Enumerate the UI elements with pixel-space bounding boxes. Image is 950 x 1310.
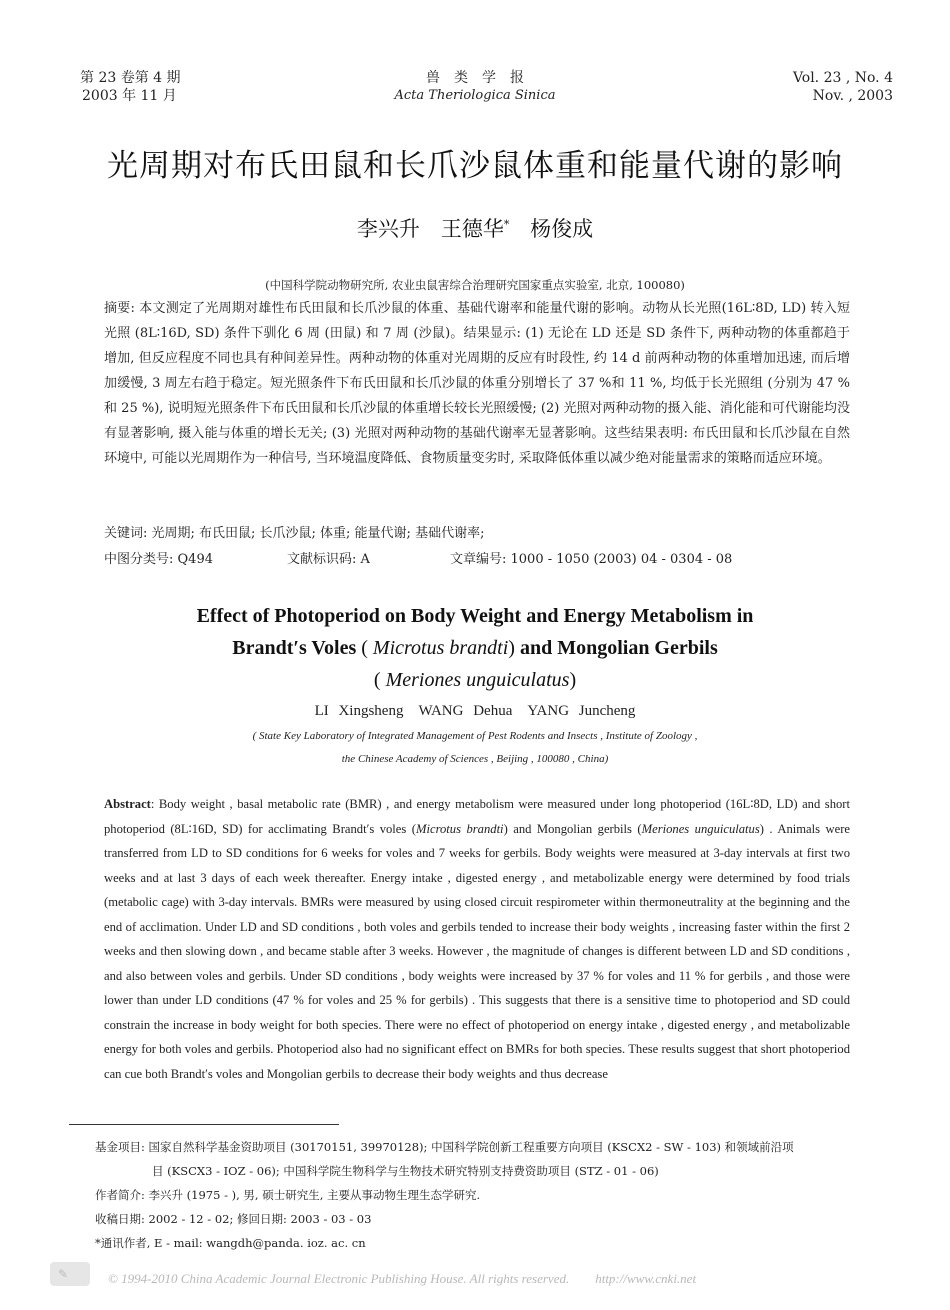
title-en-line3 — [0, 664, 950, 696]
journal-name-en: Acta Theriologica Sinica — [394, 88, 556, 103]
abstract-en-sci-gerbils: Meriones unguiculatus — [641, 821, 760, 836]
affiliation-cn: (中国科学院动物研究所, 农业虫鼠害综合治理研究国家重点实验室, 北京, 100080) — [265, 278, 685, 292]
abstract-en-part3: ) . Animals were transferred from LD to SD conditions for 6 weeks for voles and 7 weeks for gerbils. Body weights were measured at 3-day intervals at first two weeks and at last 3 days of each week thereafter. Energy intake , digested energy , and metabolizable energy were determined by food trials (metabolic cage) with 3-day intervals. BMRs were measured by using closed circuit respirometer within thermoneutrality at the beginning and the end of acclimation. Under LD and SD conditions , both voles and gerbils tended to increase their body weights , increasing faster within the first 2 weeks and then slowing down , and became stable after 3 weeks. However , the magnitude of changes is different between LD and SD conditions , and also between voles and gerbils. Under SD conditions , body weights were increased by 37 % for voles and 11 % for gerbils , and those were lower than under LD conditions (47 % for voles and 25 % for gerbils) . This suggests that there is a sensitive time to photoperiod and SD could constrain the increase in body weight for both species. There were no effect of photoperiod on energy intake , digested energy , and metabolizable energy for both voles and gerbils. Photoperiod also had no significant effect on BMRs for both species. These results suggest that short photoperiod can cue both Brandt′s voles and Mongolian gerbils to decrease their body weights and thus decrease — [104, 821, 850, 1081]
abstract-en — [104, 792, 850, 1086]
journal-name — [375, 69, 575, 105]
title-en-voles: Brandt′s Voles — [232, 637, 357, 659]
date-en: Nov. , 2003 — [812, 88, 893, 104]
affiliation-en-line1: ( State Key Laboratory of Integrated Management of Pest Rodents and Insects , Institute of Zoology , — [252, 730, 698, 742]
title-en-line1: Effect of Photoperiod on Body Weight and Energy Metabolism in — [196, 605, 754, 627]
affiliation-en — [0, 725, 950, 771]
authors-en: LI Xingsheng WANG Dehua YANG Juncheng — [314, 703, 636, 719]
document-code: 文献标识码: A — [287, 552, 370, 567]
funding-line2: 目 (KSCX3 - IOZ - 06); 中国科学院生物科学与生物技术研究特别支持费资助项目 (STZ - 01 - 06) — [152, 1164, 659, 1178]
affiliation-en-line2: the Chinese Academy of Sciences , Beijing , 100080 , China) — [341, 753, 609, 765]
corresponding-mark: * — [503, 218, 510, 231]
authors-cn — [0, 213, 950, 243]
volume-issue-en: Vol. 23 , No. 4 — [792, 70, 893, 86]
paren-close: ) — [508, 637, 515, 659]
abstract-en-part2: ) and Mongolian gerbils ( — [503, 821, 642, 836]
footnote-divider — [69, 1124, 339, 1125]
authors-cn-names: 李兴升 王德华 — [356, 217, 504, 241]
paper-title-en — [0, 600, 950, 696]
abstract-cn: 摘要: 本文测定了光周期对雄性布氏田鼠和长爪沙鼠的体重、基础代谢率和能量代谢的影响。动物从长光照(16L∶8D, LD) 转入短光照 (8L∶16D, SD) 条件下驯化 6 周 (田鼠) 和 7 周 (沙鼠)。结果显示: (1) 无论在 LD 还是 SD 条件下, 两种动物的体重都趋于增加, 但反应程度不同也具有种间差异性。两种动物的体重对光周期的反应有时段性, 约 14 d 前两种动物的体重增加迅速, 而后增加缓慢, 3 周左右趋于稳定。短光照条件下布氏田鼠和长爪沙鼠的体重分别增长了 37 %和 11 %, 均低于长光照组 (分别为 47 %和 25 %), 说明短光照条件下布氏田鼠和长爪沙鼠的体重增长较长光照缓慢; (2) 光照对两种动物的摄入能、消化能和可代谢能均没有显著影响, 摄入能与体重的增长无关; (3) 光照对两种动物的基础代谢率无显著影响。这些结果表明: 布氏田鼠和长爪沙鼠在自然环境中, 可能以光周期作为一种信号, 当环境温度降低、食物质量变劣时, 采取降低体重以减少绝对能量需求的策略而适应环境。 — [104, 301, 850, 466]
journal-volume-en — [793, 69, 893, 105]
abstract-en-label: Abstract — [104, 797, 151, 811]
abstract-en-sci-voles: Microtus brandti — [415, 821, 504, 836]
cnki-logo-icon: ✎ — [50, 1262, 90, 1286]
paren-close-2: ) — [569, 669, 577, 691]
scientific-name-voles: Microtus brandti — [372, 637, 509, 659]
journal-name-cn: 兽 类 学 报 — [426, 70, 524, 86]
journal-volume-issue — [80, 69, 181, 105]
copyright-notice: © 1994-2010 China Academic Journal Electronic Publishing House. All rights reserved. http://www.cnki.net — [108, 1271, 697, 1286]
paper-title-cn: 光周期对布氏田鼠和长爪沙鼠体重和能量代谢的影响 — [107, 148, 843, 184]
paren-open-2: ( — [373, 669, 386, 691]
footnote-author-bio: 作者简介: 李兴升 (1975 - ), 男, 硕士研究生, 主要从事动物生理生态学研究. — [95, 1188, 481, 1202]
clc-number: 中图分类号: Q494 — [104, 552, 213, 567]
volume-issue-cn: 第 23 卷第 4 期 — [80, 70, 181, 86]
article-number: 文章编号: 1000 - 1050 (2003) 04 - 0304 - 08 — [450, 552, 733, 567]
author-cn-third: 杨俊成 — [530, 217, 594, 241]
footnote-funding — [95, 1135, 895, 1183]
classification-line — [104, 547, 850, 572]
abstract-en-part1: : Body weight , basal metabolic rate (BMR) , and energy metabolism were measured under long photoperiod (16L∶8D, LD) and short photoperiod (8L∶16D, SD) for acclimating Brandt′s voles ( — [104, 797, 850, 836]
title-en-gerbils: and Mongolian Gerbils — [514, 637, 718, 659]
paren-open: ( — [356, 637, 373, 659]
scientific-name-gerbils: Meriones unguiculatus — [385, 669, 570, 691]
keywords-cn: 关键词: 光周期; 布氏田鼠; 长爪沙鼠; 体重; 能量代谢; 基础代谢率; — [104, 526, 485, 541]
footnote-dates: 收稿日期: 2002 - 12 - 02; 修回日期: 2003 - 03 - 03 — [95, 1212, 372, 1226]
title-en-line2 — [0, 632, 950, 664]
footnote-corresponding: *通讯作者, E - mail: wangdh@panda. ioz. ac. cn — [95, 1236, 366, 1250]
funding-line1: 基金项目: 国家自然科学基金资助项目 (30170151, 39970128); 中国科学院创新工程重要方向项目 (KSCX2 - SW - 103) 和领域前沿项 — [95, 1140, 794, 1154]
date-cn: 2003 年 11 月 — [82, 88, 177, 104]
